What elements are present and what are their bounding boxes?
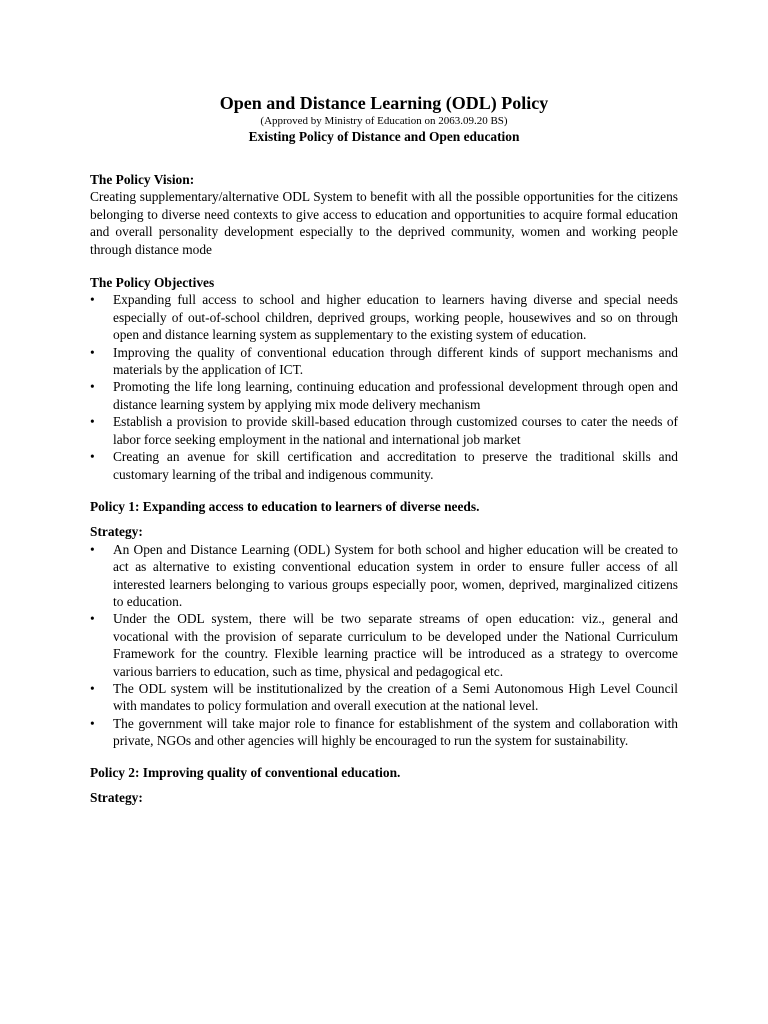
list-item: • The government will take major role to finance for establishment of the system and collaboration with private, NGOs and other agencies will highly be encouraged to run the system for sustainability. [90, 715, 678, 750]
list-item: • Expanding full access to school and higher education to learners having diverse and special needs especially of out-of-school children, deprived groups, working people, housewives and so on through open and distance learning system as supplementary to the existing system of education. [90, 291, 678, 343]
list-item: • Under the ODL system, there will be two separate streams of open education: viz., general and vocational with the provision of separate curriculum to be developed under the National Curriculum Framework for the country. Flexible learning practice will be introduced as a strategy to overcome various barriers to education, such as time, physical and pedagogical etc. [90, 610, 678, 680]
objectives-heading: The Policy Objectives [90, 275, 215, 291]
list-item: • Creating an avenue for skill certification and accreditation to preserve the traditional skills and customary learning of the tribal and indigenous community. [90, 448, 678, 483]
list-item: • An Open and Distance Learning (ODL) System for both school and higher education will be created to act as alternative to existing conventional education system in order to ensure fuller access of all interested learners belonging to various groups especially poor, women, deprived, marginalized citizens to education. [90, 541, 678, 611]
policy1-heading: Policy 1: Expanding access to education to learners of diverse needs. [90, 498, 480, 514]
vision-section [90, 171, 678, 258]
list-item: • Improving the quality of conventional education through different kinds of support mechanisms and materials by the application of ICT. [90, 344, 678, 379]
list-item: • The ODL system will be institutionalized by the creation of a Semi Autonomous High Level Council with mandates to policy formulation and overall execution at the national level. [90, 680, 678, 715]
vision-heading: The Policy Vision: [90, 172, 195, 187]
document-subtitle: Existing Policy of Distance and Open education [248, 129, 520, 144]
policy2-section [90, 764, 678, 807]
list-item: • Promoting the life long learning, continuing education and professional development through open and distance learning system by applying mix mode delivery mechanism [90, 378, 678, 413]
vision-text: Creating supplementary/alternative ODL System to benefit with all the possible opportunities for the citizens belonging to diverse need contexts to give access to education and opportunities to acquire formal education and overall personality development especially to the deprived community, women and working people through distance mode [90, 189, 678, 257]
list-item: • Establish a provision to provide skill-based education through customized courses to cater the needs of labor force seeking employment in the national and international job market [90, 413, 678, 448]
policy2-heading: Policy 2: Improving quality of conventional education. [90, 764, 401, 780]
policy2-strategy-label: Strategy: [90, 790, 143, 805]
policy1-section [90, 498, 678, 750]
approval-note: (Approved by Ministry of Education on 2063.09.20 BS) [260, 115, 508, 127]
document-title: Open and Distance Learning (ODL) Policy [219, 93, 549, 113]
policy1-strategy-list [90, 541, 678, 750]
objectives-section [90, 274, 678, 483]
objectives-list [90, 291, 678, 482]
policy1-strategy-label: Strategy: [90, 524, 143, 540]
